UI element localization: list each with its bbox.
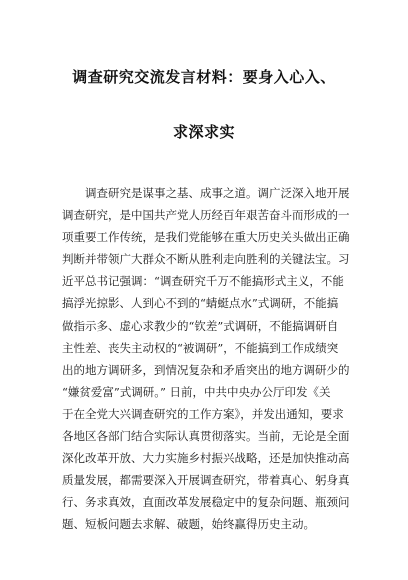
body-line: 做指示多、虚心求教少的“钦差”式调研，不能搞调研自 <box>62 318 339 333</box>
body-paragraph <box>62 182 352 536</box>
body-line: “嫌贫爱富”式调研。” 日前，中共中央办公厅印发《关 <box>62 384 331 399</box>
body-line: 深化改革开放、大力实施乡村振兴战略，还是加快推动高 <box>62 451 350 466</box>
body-line: 主性差、丧失主动权的“被调研”，不能搞到工作成绩突 <box>62 340 339 355</box>
body-line: 质量发展，都需要深入开展调查研究，带着真心、躬身真 <box>62 473 350 488</box>
body-line: 调查研究是谋事之基、成事之道。调广泛深入地开展 <box>85 186 350 200</box>
body-line: 出的地方调研多，到情况复杂和矛盾突出的地方调研少的 <box>62 362 350 377</box>
document-title-line-2: 求深求实 <box>172 123 235 141</box>
body-line: 各地区各部门结合实际认真贯彻落实。当前，无论是全面 <box>62 429 350 444</box>
body-line: 近平总书记强调：“调查研究千万不能搞形式主义，不能 <box>62 274 344 289</box>
body-line: 题、短板问题去求解、破题，始终赢得历史主动。 <box>62 517 315 532</box>
body-line: 行、务求真效，直面改革发展稳定中的复杂问题、瓶颈问 <box>62 495 350 510</box>
body-line: 调查研究，是中国共产党人历经百年艰苦奋斗而形成的一 <box>62 208 350 223</box>
body-line: 项重要工作传统，是我们党能够在重大历史关头做出正确 <box>62 230 350 245</box>
body-line: 搞浮光掠影、人到心不到的“蜻蜓点水”式调研，不能搞 <box>62 296 339 311</box>
body-line: 判断并带领广大群众不断从胜利走向胜利的关键法宝。习 <box>62 252 350 267</box>
body-line: 于在全党大兴调查研究的工作方案》，并发出通知，要求 <box>62 406 344 421</box>
document-title-line-1: 调查研究交流发言材料：要身入心入、 <box>72 68 336 86</box>
